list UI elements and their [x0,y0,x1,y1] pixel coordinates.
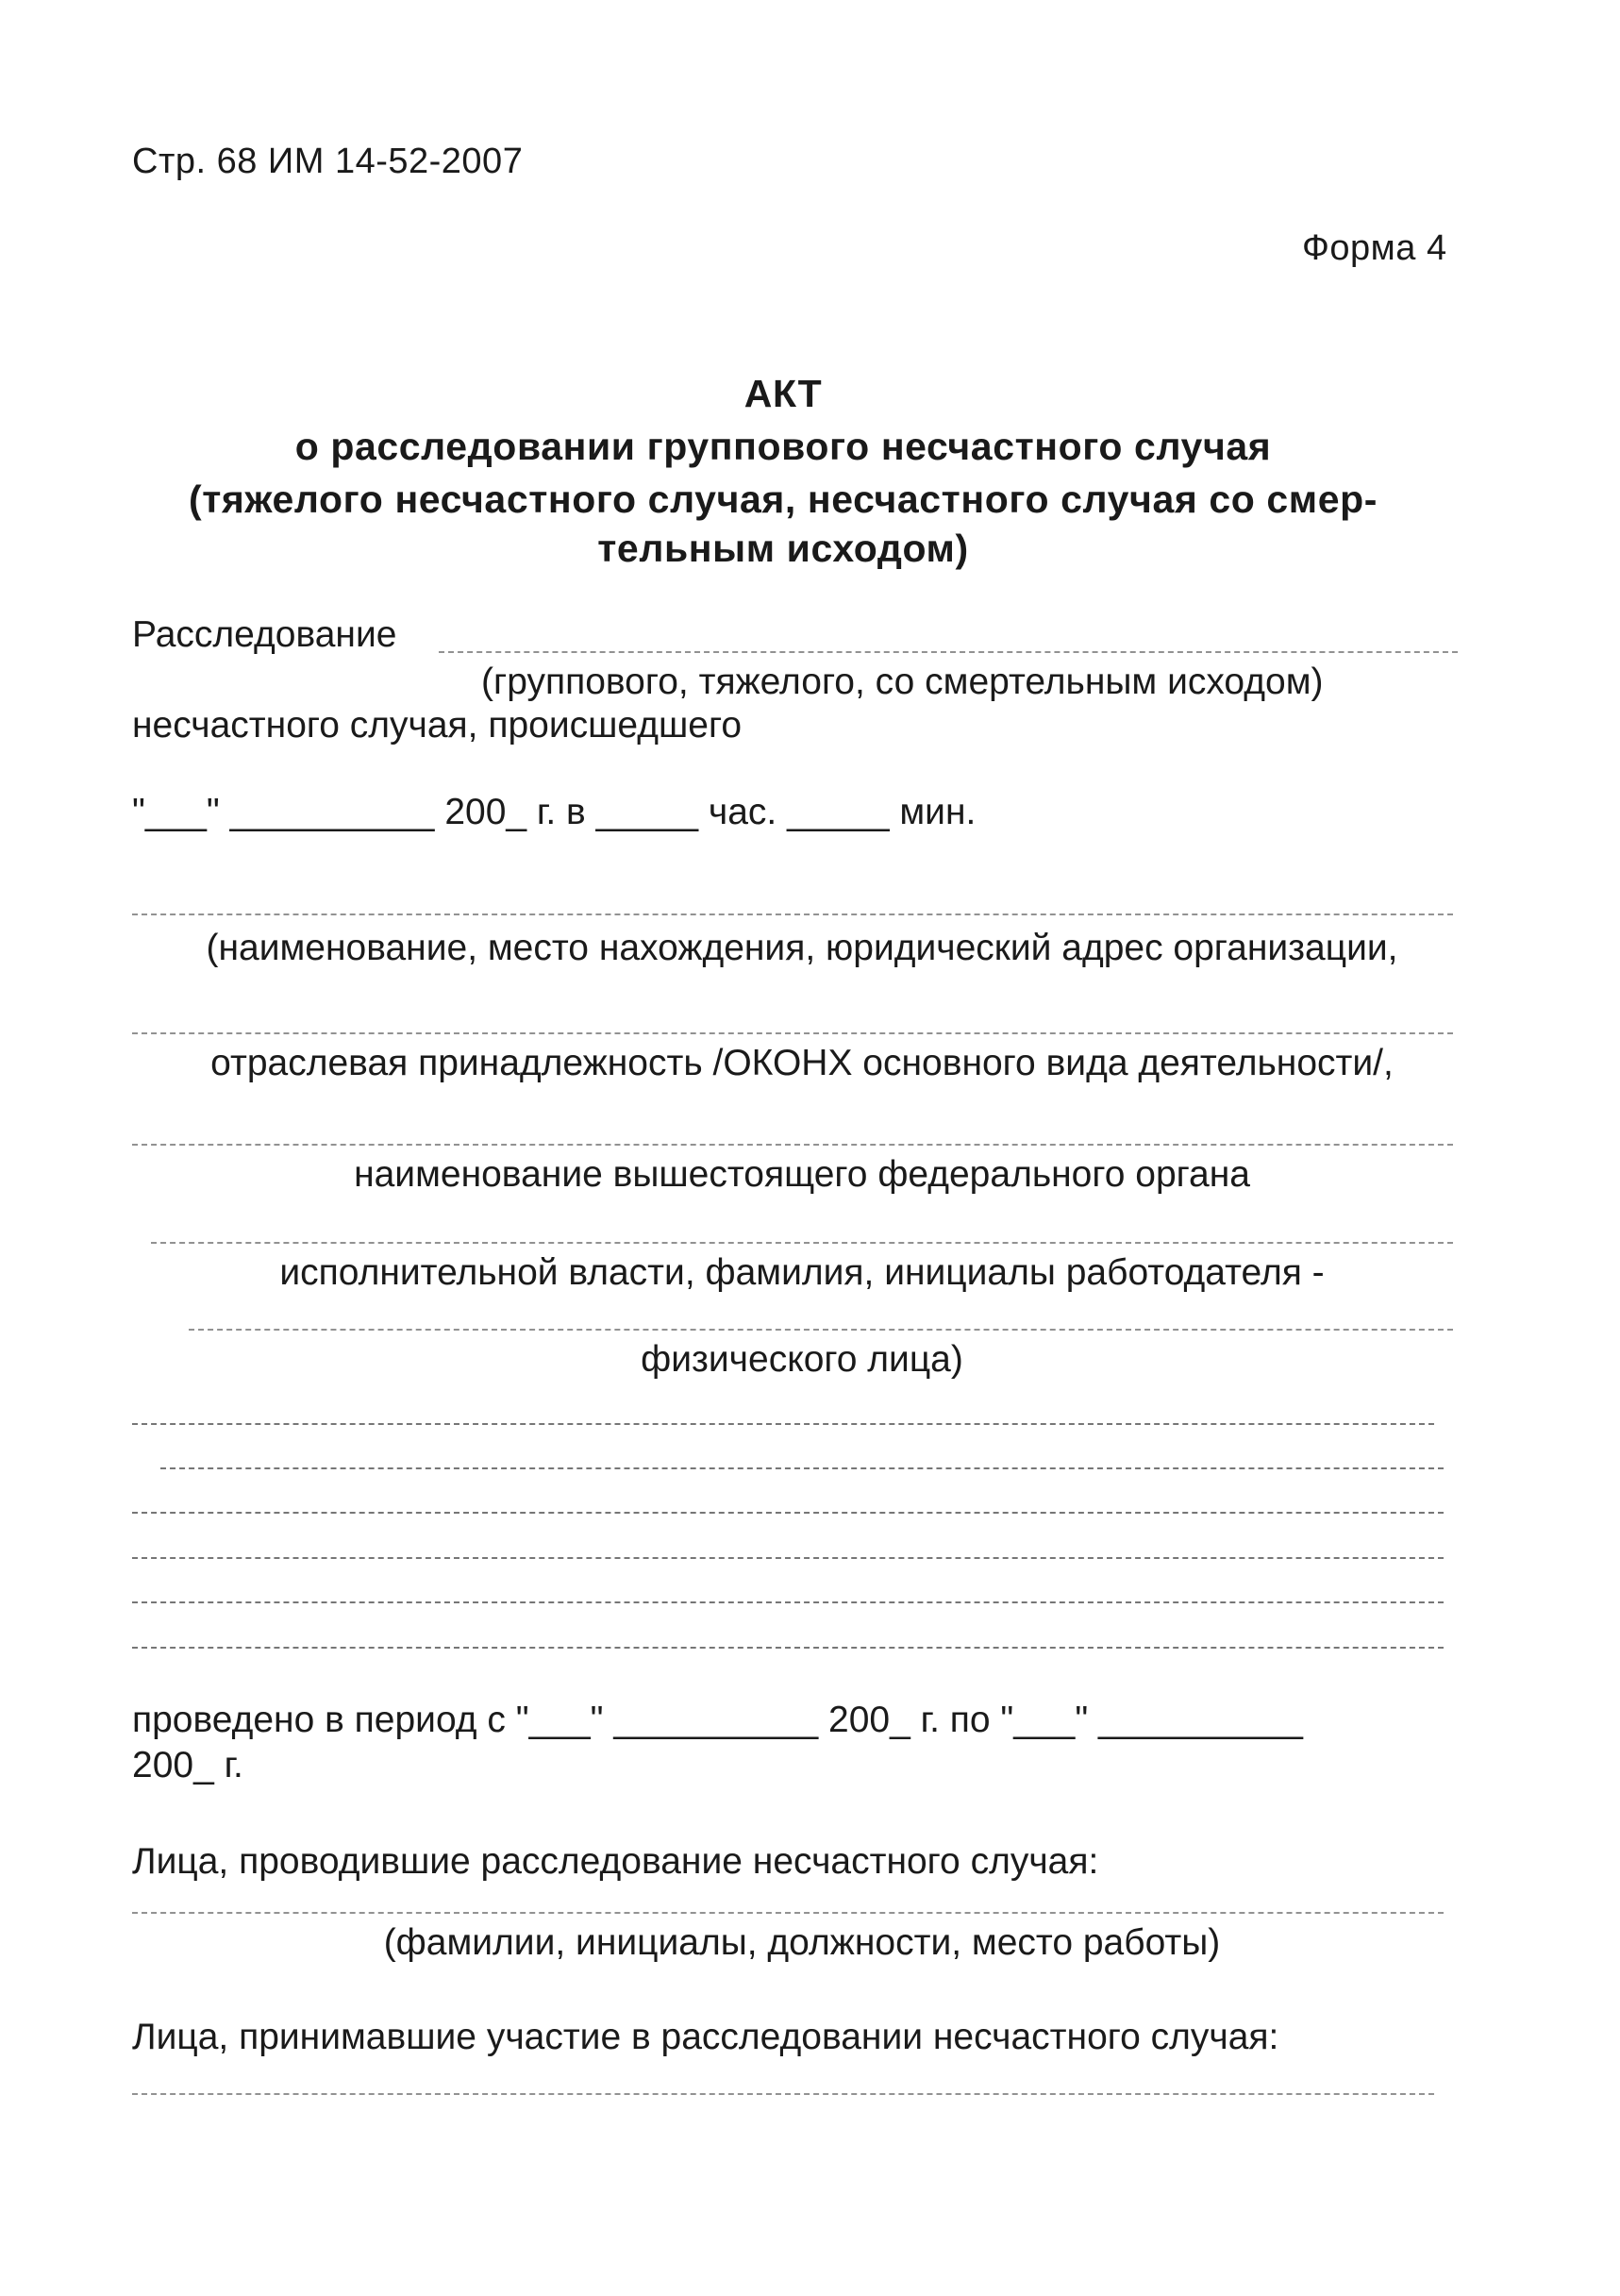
investigation-period-year: 200_ г. [132,1745,243,1785]
organization-hint-2: отраслевая принадлежность /ОКОНХ основного вида деятельности/, [210,1043,1394,1083]
blank-line [132,1512,1444,1514]
act-subtitle-line2: (тяжелого несчастного случая, несчастного случая со смер- [188,478,1378,521]
blank-line [132,1557,1444,1559]
blank-line [132,1647,1444,1649]
blank-line [132,1423,1434,1425]
page-reference: Стр. 68 ИМ 14-52-2007 [132,142,524,181]
organization-line-2 [132,1032,1453,1034]
investigators-line [132,1912,1444,1914]
blank-line [160,1467,1444,1469]
organization-line-4 [151,1242,1453,1244]
organization-line-1 [132,913,1453,915]
organization-hint-5: физического лица) [641,1339,963,1380]
investigation-period: проведено в период с "___" __________ 200_ г. по "___" __________ [132,1700,1303,1740]
investigation-label: Расследование [132,614,397,655]
act-subtitle-line1: о расследовании группового несчастного случая [294,425,1272,468]
participants-line [132,2093,1434,2095]
accident-datetime: "___" __________ 200_ г. в _____ час. _____ мин. [132,792,977,832]
investigators-label: Лица, проводившие расследование несчастного случая: [132,1841,1099,1882]
participants-label: Лица, принимавшие участие в расследовании несчастного случая: [132,2017,1279,2057]
blank-line [132,1601,1444,1603]
investigation-type-line [439,651,1458,653]
act-subtitle-line3: тельным исходом) [597,527,969,570]
act-title: АКТ [743,372,823,415]
investigation-type-hint: (группового, тяжелого, со смертельным исходом) [481,662,1324,702]
occurred-label: несчастного случая, происшедшего [132,705,743,746]
organization-hint-4: исполнительной власти, фамилия, инициалы работодателя - [279,1252,1325,1293]
organization-line-3 [132,1144,1453,1146]
form-number: Форма 4 [1302,228,1447,268]
organization-hint-1: (наименование, место нахождения, юридический адрес организации, [206,928,1398,968]
investigators-hint: (фамилии, инициалы, должности, место работы) [383,1922,1221,1963]
organization-hint-3: наименование вышестоящего федерального органа [354,1154,1250,1195]
organization-line-5 [189,1329,1453,1331]
